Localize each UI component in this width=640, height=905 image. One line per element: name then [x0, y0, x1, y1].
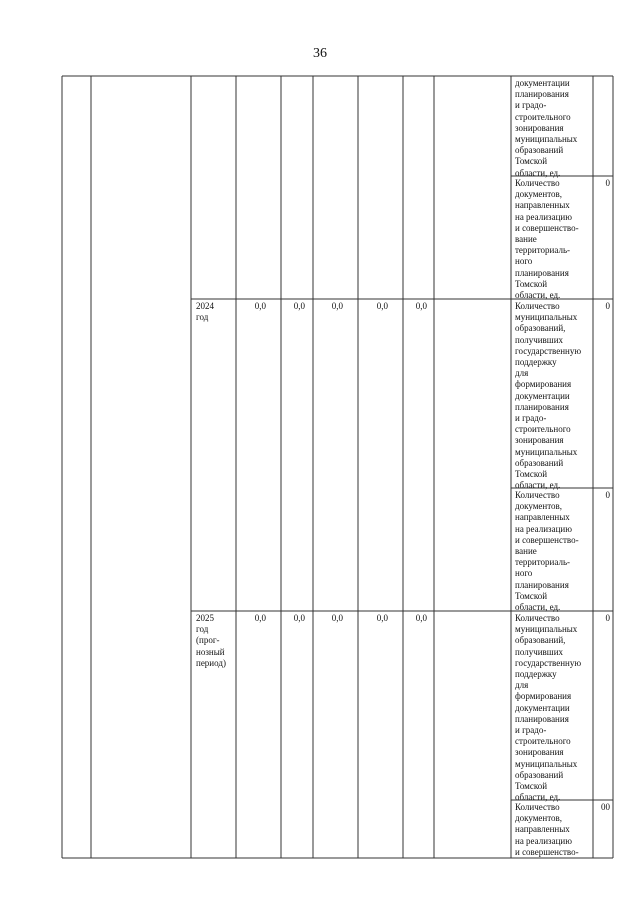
funding-value: 0,0 — [293, 301, 305, 311]
funding-value: 0,0 — [331, 613, 343, 623]
funding-value: 0,0 — [254, 613, 266, 623]
indicator-text: Количество документов, направленных на реализацию и совершенство- вание территориаль- ного планирования Томской области, ед. — [515, 490, 579, 613]
funding-value: 0,0 — [376, 613, 388, 623]
funding-value: 0,0 — [331, 301, 343, 311]
indicator-text: Количество муниципальных образований, получивших государственную поддержку для формирования документации планирования и градо- строительного зонирования муниципальных образований Томской области, ед. — [515, 301, 582, 491]
indicator-value: 00 — [601, 802, 610, 812]
indicator-value: 0 — [605, 178, 610, 188]
funding-value: 0,0 — [254, 301, 266, 311]
indicator-text: Количество документов, направленных на реализацию и совершенство- — [515, 802, 579, 857]
funding-value: 0,0 — [415, 613, 427, 623]
period-label: 2025 год (прог- нозный период) — [196, 613, 226, 668]
funding-value: 0,0 — [376, 301, 388, 311]
page-number: 36 — [313, 46, 327, 61]
indicator-text: документации планирования и градо- строительного зонирования муниципальных образований Томской области, ед. — [515, 78, 578, 178]
funding-value: 0,0 — [415, 301, 427, 311]
funding-value: 0,0 — [293, 613, 305, 623]
indicator-text: Количество документов, направленных на реализацию и совершенство- вание территориаль- ного планирования Томской области, ед. — [515, 178, 579, 301]
indicator-value: 0 — [605, 301, 610, 311]
period-label: 2024 год — [196, 301, 214, 323]
indicator-text: Количество муниципальных образований, получивших государственную поддержку для формирования документации планирования и градо- строительного зонирования муниципальных образований Томской области, ед. — [515, 613, 582, 803]
indicator-value: 0 — [605, 613, 610, 623]
indicator-value: 0 — [605, 490, 610, 500]
